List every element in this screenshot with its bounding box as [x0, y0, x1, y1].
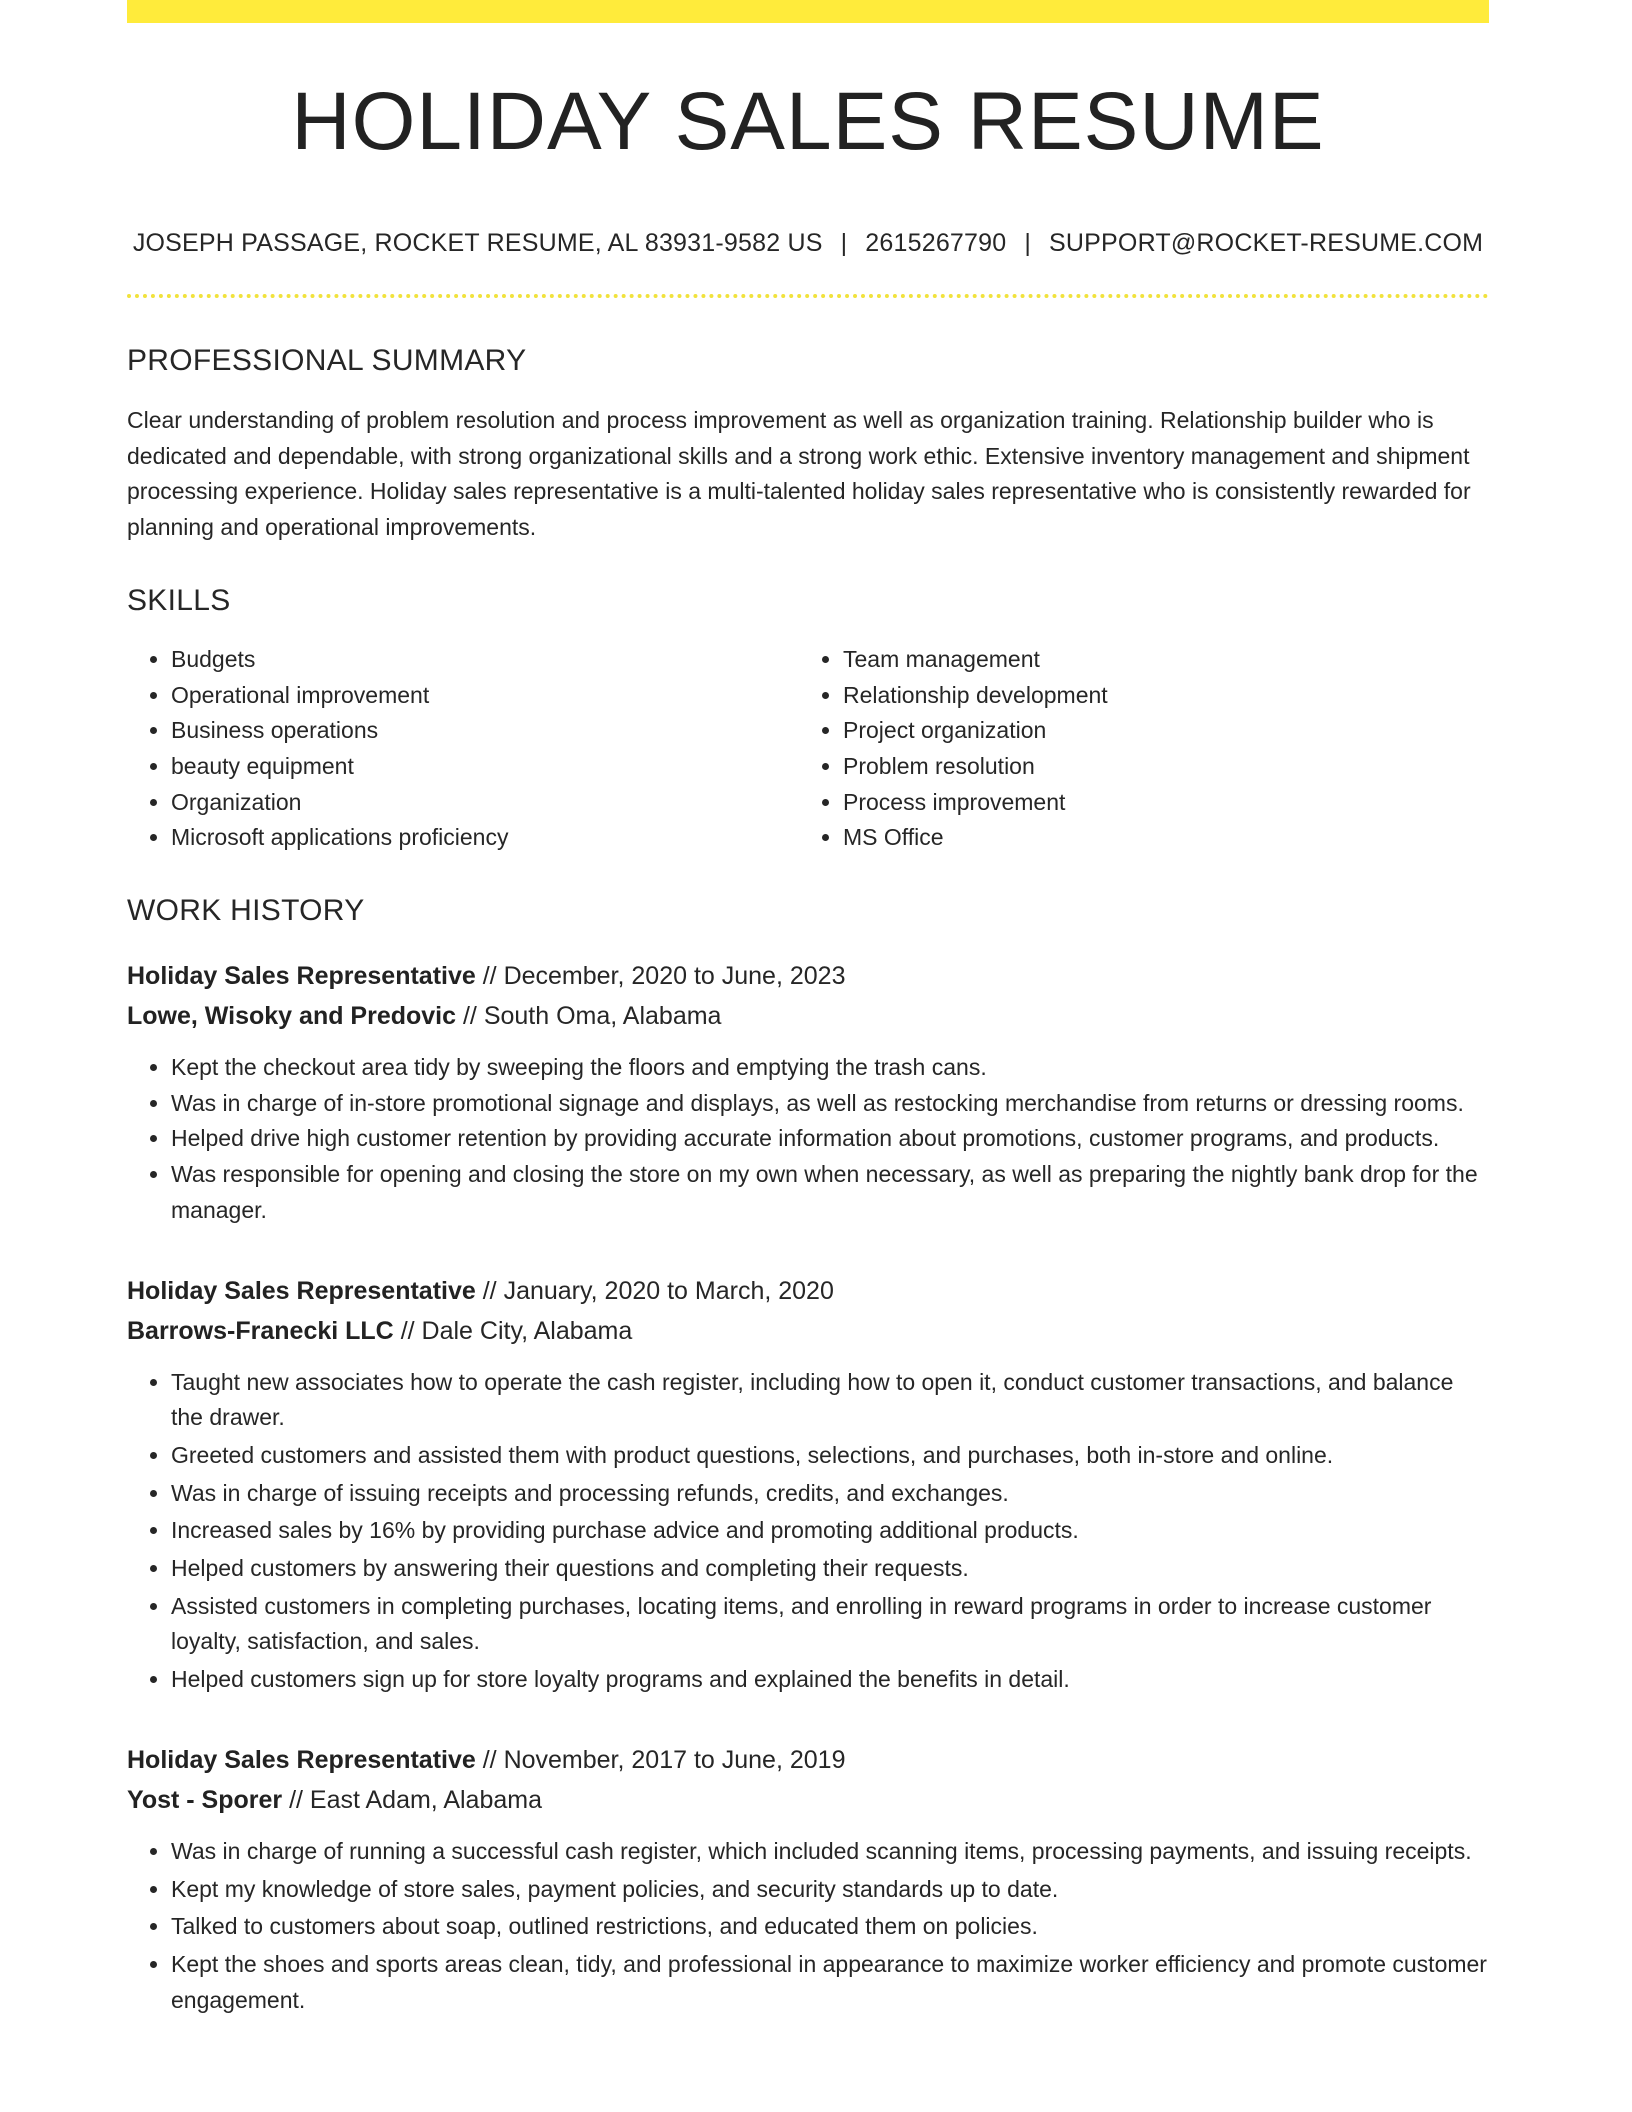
job-company: Yost - Sporer: [127, 1785, 283, 1814]
summary-heading: PROFESSIONAL SUMMARY: [127, 344, 527, 377]
skill-item: • beauty equipment: [171, 749, 799, 785]
contact-separator: |: [1024, 229, 1032, 257]
skill-item: • Process improvement: [843, 785, 1471, 821]
skill-item: • Business operations: [171, 713, 799, 749]
job-entry: [127, 1271, 1489, 1698]
job-bullets: [127, 1834, 1489, 2019]
job-bullet: • Was in charge of running a successful cash register, which included scanning items, processing payments, and issuing receipts.: [171, 1834, 1489, 1870]
contact-address: JOSEPH PASSAGE, ROCKET RESUME, AL 83931-9582 US: [132, 229, 823, 257]
accent-bar: [127, 0, 1489, 23]
job-bullet: • Helped drive high customer retention by providing accurate information about promotions, customer programs, and products.: [171, 1121, 1489, 1157]
job-title: Holiday Sales Representative: [127, 1745, 476, 1774]
job-entry: [127, 1740, 1489, 2019]
job-company-line: [127, 1311, 1489, 1351]
contact-phone: 2615267790: [865, 229, 1007, 257]
skill-item: • Microsoft applications proficiency: [171, 820, 799, 856]
job-title-line: [127, 1740, 1489, 1780]
job-bullet: • Kept the checkout area tidy by sweeping the floors and emptying the trash cans.: [171, 1050, 1489, 1086]
resume-page: [127, 0, 1489, 2020]
resume-title: HOLIDAY SALES RESUME: [291, 76, 1325, 167]
job-bullet: • Taught new associates how to operate the cash register, including how to open it, conduct customer transactions, and balance the drawer.: [171, 1365, 1489, 1436]
skill-item: • Relationship development: [843, 678, 1471, 714]
job-bullet: • Kept my knowledge of store sales, payment policies, and security standards up to date.: [171, 1872, 1489, 1908]
contact-line: [127, 231, 1489, 256]
job-bullet: • Was in charge of in-store promotional signage and displays, as well as restocking merchandise from returns or dressing rooms.: [171, 1086, 1489, 1122]
job-dates: // January, 2020 to March, 2020: [475, 1276, 834, 1305]
job-bullets: [127, 1050, 1489, 1229]
job-bullet: • Assisted customers in completing purchases, locating items, and enrolling in reward programs in order to increase customer loyalty, satisfaction, and sales.: [171, 1589, 1489, 1660]
skills-list-right: [799, 642, 1471, 856]
job-location: // East Adam, Alabama: [282, 1785, 542, 1814]
job-bullet: • Kept the shoes and sports areas clean, tidy, and professional in appearance to maximize worker efficiency and promote customer engagement.: [171, 1947, 1489, 2018]
work-history-heading: WORK HISTORY: [127, 894, 365, 928]
summary-text: Clear understanding of problem resolution and process improvement as well as organization training. Relationship builder who is dedicated and dependable, with strong organizational skills and a strong work ethic. Extensive inventory management and shipment processing experience. Holiday sales representative is a multi-talented holiday sales representative who is consistently rewarded for planning and operational improvements.: [127, 407, 1471, 541]
job-company-line: [127, 996, 1489, 1036]
skill-item: • Problem resolution: [843, 749, 1471, 785]
job-title: Holiday Sales Representative: [127, 1276, 476, 1305]
job-bullet: • Talked to customers about soap, outlined restrictions, and educated them on policies.: [171, 1909, 1489, 1945]
job-bullet: • Increased sales by 16% by providing purchase advice and promoting additional products.: [171, 1513, 1489, 1549]
job-location: // Dale City, Alabama: [393, 1316, 633, 1345]
contact-email: SUPPORT@ROCKET-RESUME.COM: [1049, 229, 1484, 257]
skill-item: • Team management: [843, 642, 1471, 678]
job-location: // South Oma, Alabama: [456, 1002, 722, 1031]
skills-grid: [127, 642, 1489, 856]
job-bullet: • Helped customers by answering their questions and completing their requests.: [171, 1551, 1489, 1587]
contact-separator: |: [840, 229, 848, 257]
job-title: Holiday Sales Representative: [127, 962, 476, 991]
job-title-line: [127, 956, 1489, 996]
job-bullet: • Helped customers sign up for store loyalty programs and explained the benefits in detail.: [171, 1662, 1489, 1698]
skill-item: • Operational improvement: [171, 678, 799, 714]
skill-item: • MS Office: [843, 820, 1471, 856]
job-company: Lowe, Wisoky and Predovic: [127, 1002, 457, 1031]
job-bullet: • Was responsible for opening and closing the store on my own when necessary, as well as preparing the nightly bank drop for the manager.: [171, 1157, 1489, 1228]
job-dates: // November, 2017 to June, 2019: [475, 1745, 846, 1774]
job-entry: [127, 956, 1489, 1229]
skill-item: • Project organization: [843, 713, 1471, 749]
skill-item: • Organization: [171, 785, 799, 821]
skills-list-left: [127, 642, 799, 856]
job-bullet: • Greeted customers and assisted them with product questions, selections, and purchases, both in-store and online.: [171, 1438, 1489, 1474]
skill-item: • Budgets: [171, 642, 799, 678]
job-bullets: [127, 1365, 1489, 1698]
job-title-line: [127, 1271, 1489, 1311]
job-dates: // December, 2020 to June, 2023: [475, 962, 846, 991]
dotted-divider: [127, 294, 1489, 298]
skills-heading: SKILLS: [127, 583, 231, 617]
job-company-line: [127, 1780, 1489, 1820]
job-bullet: • Was in charge of issuing receipts and processing refunds, credits, and exchanges.: [171, 1476, 1489, 1512]
job-company: Barrows-Franecki LLC: [127, 1316, 394, 1345]
